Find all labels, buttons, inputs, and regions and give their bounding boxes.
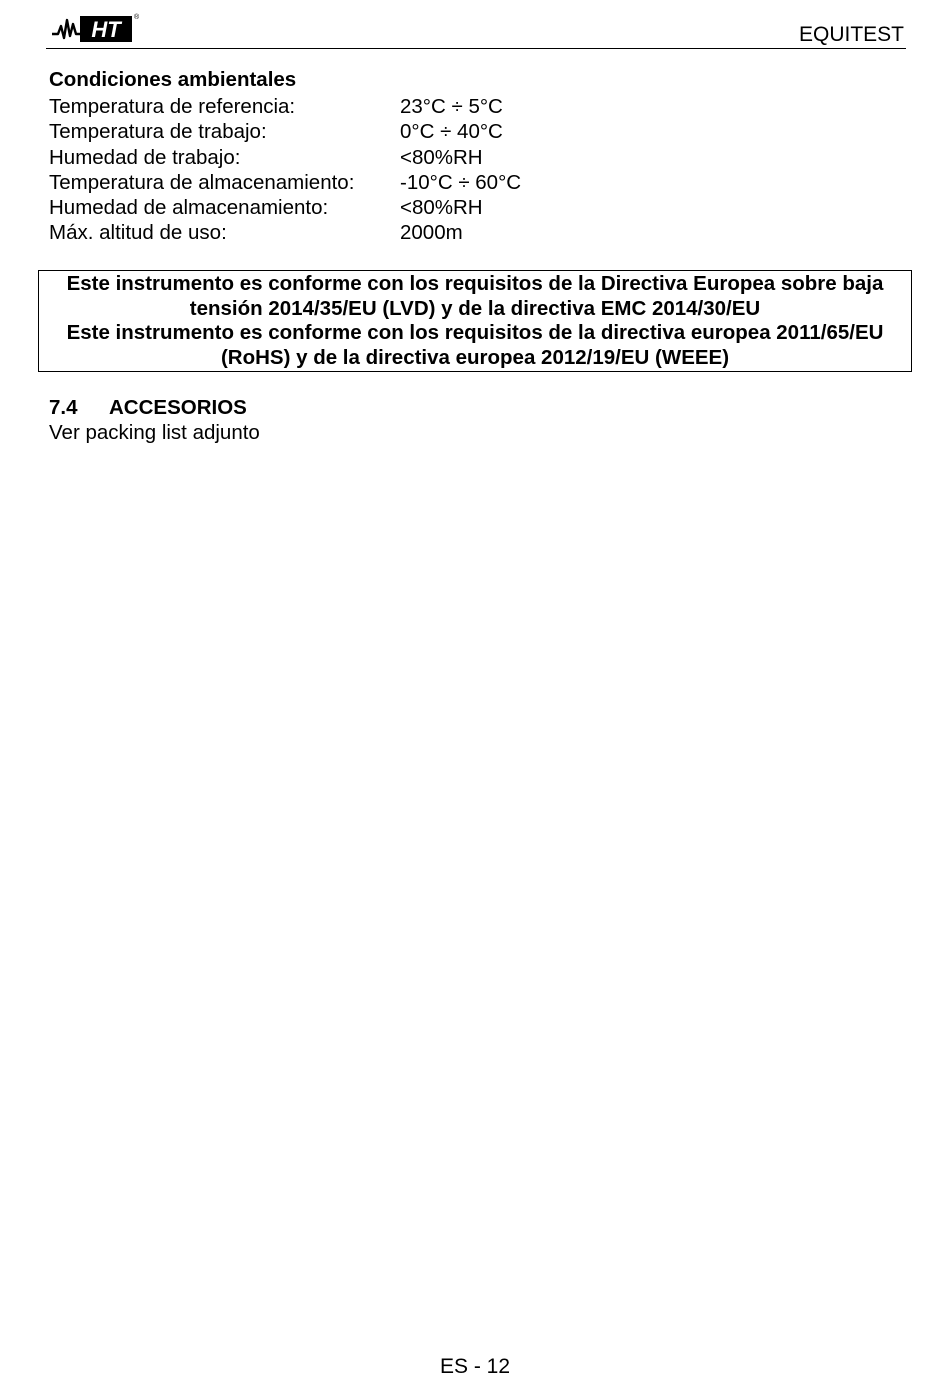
spec-label: Máx. altitud de uso: [49, 221, 227, 245]
registered-mark: ® [134, 14, 140, 21]
accessories-text: Ver packing list adjunto [49, 421, 260, 444]
spec-value: 23°C ÷ 5°C [400, 95, 503, 118]
compliance-rohs-weee-text: Este instrumento es conforme con los requisitos de la directiva europea 2011/65/EU (RoHS) y de la directiva europea 2012/19/EU (WEEE) [66, 321, 884, 369]
spec-value: 2000m [400, 221, 463, 245]
spec-row [49, 94, 521, 119]
logo-text: HT [91, 17, 121, 42]
spec-label: Temperatura de referencia: [49, 95, 296, 118]
header-divider [46, 48, 906, 49]
environment-spec-table [49, 94, 521, 246]
section-number: 7.4 [49, 396, 78, 419]
environment-heading: Condiciones ambientales [49, 68, 297, 91]
spec-row [49, 195, 521, 220]
spec-label: Humedad de almacenamiento: [49, 196, 329, 220]
spec-row [49, 220, 521, 245]
compliance-notice-box [38, 270, 912, 372]
section-title: ACCESORIOS [109, 396, 247, 419]
ht-logo [50, 10, 142, 44]
spec-row [49, 170, 521, 195]
spec-value: <80%RH [400, 145, 483, 169]
spec-value: 0°C ÷ 40°C [400, 120, 503, 144]
spec-label: Temperatura de almacenamiento: [49, 170, 355, 194]
spec-label: Temperatura de trabajo: [49, 120, 267, 144]
document-title: EQUITEST [798, 23, 904, 46]
compliance-lvd-emc-text: Este instrumento es conforme con los requisitos de la Directiva Europea sobre baja tensión 2014/35/EU (LVD) y de la directiva EMC 2014/30/EU [66, 272, 884, 320]
accessories-heading [49, 396, 247, 420]
spec-row [49, 145, 521, 170]
spec-row [49, 119, 521, 144]
spec-label: Humedad de trabajo: [49, 145, 241, 169]
spec-value: -10°C ÷ 60°C [400, 170, 522, 194]
spec-value: <80%RH [400, 196, 483, 220]
page-number: ES - 12 [439, 1355, 511, 1378]
signal-wave-icon [52, 20, 80, 38]
